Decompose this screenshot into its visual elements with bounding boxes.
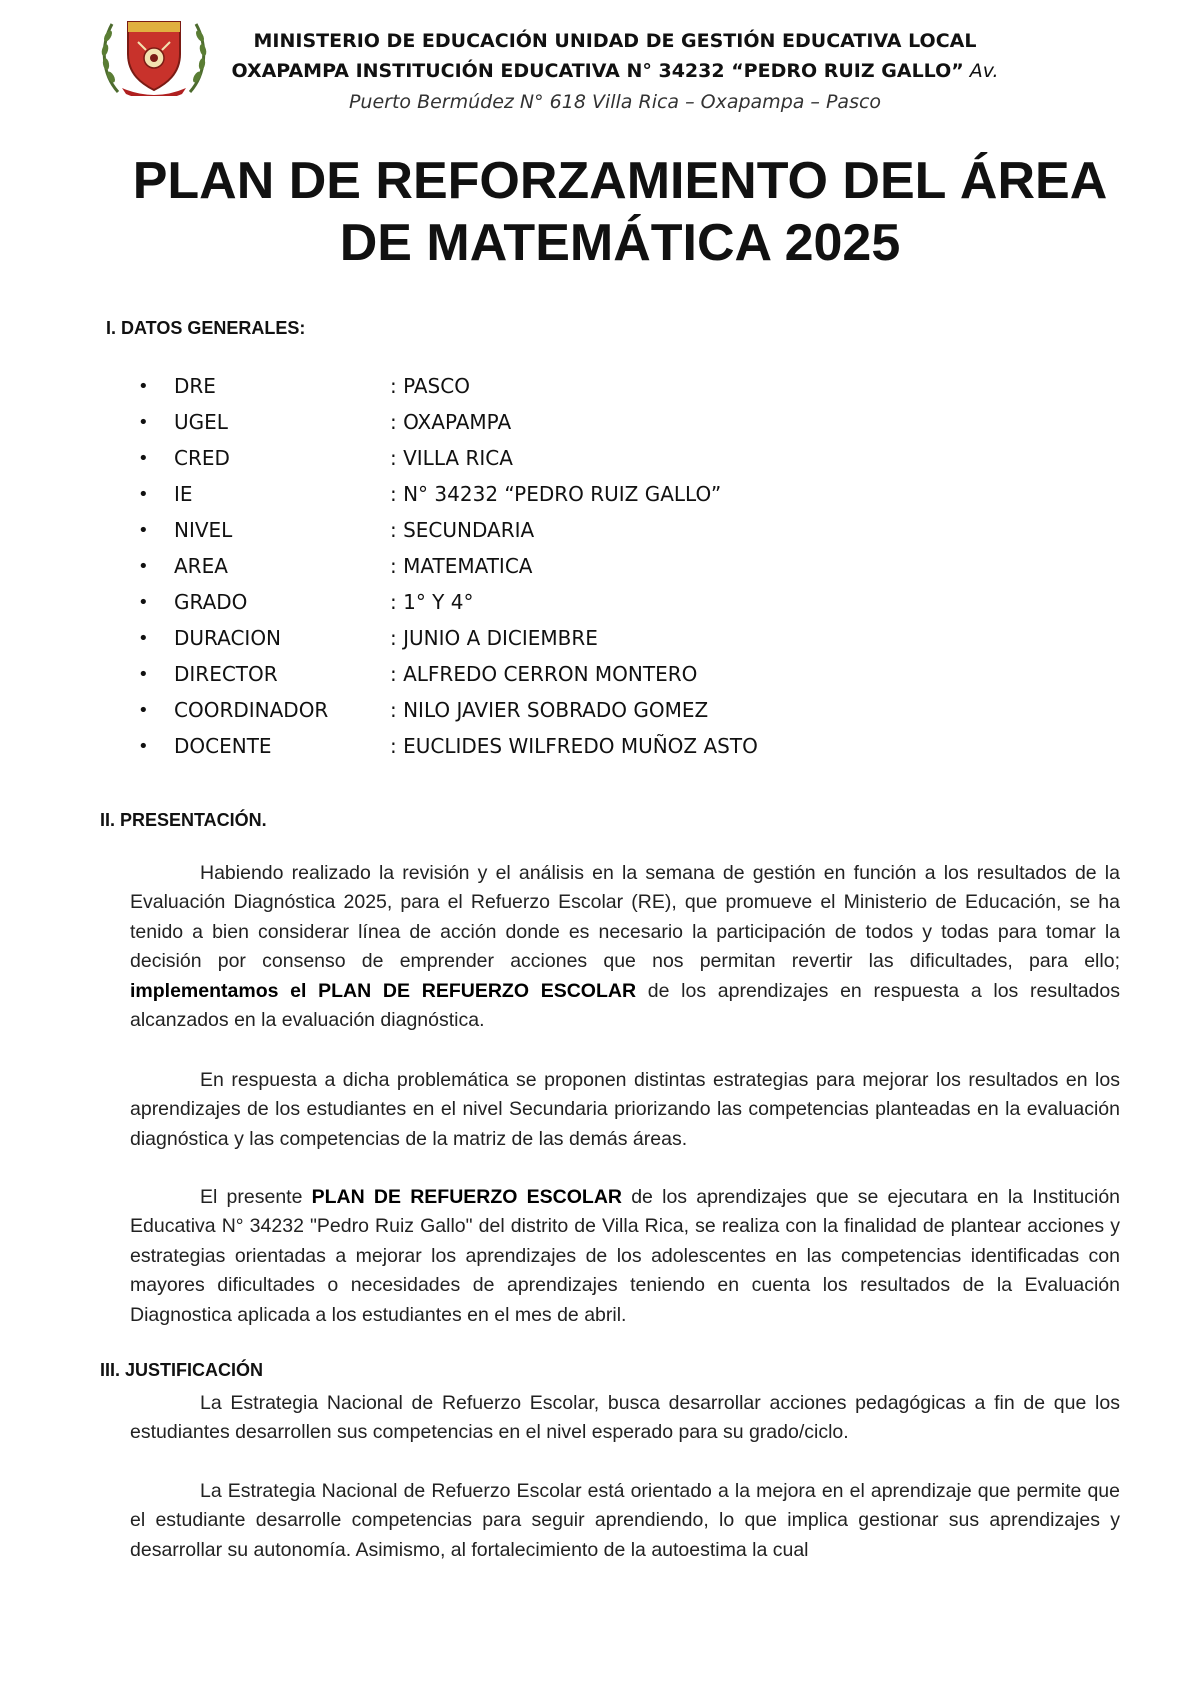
datos-item-grado [138, 584, 758, 620]
bullet-icon: • [138, 627, 149, 649]
datos-item-label: AREA [174, 554, 228, 578]
datos-item-label: DIRECTOR [174, 662, 278, 686]
datos-item-label: CRED [174, 446, 230, 470]
datos-item-label: DURACION [174, 626, 282, 650]
datos-item-label: GRADO [174, 590, 248, 614]
presentacion-p3-bold: PLAN DE REFUERZO ESCOLAR [311, 1186, 623, 1208]
bullet-icon: • [138, 483, 149, 505]
justificacion-paragraph-1 [130, 1389, 1120, 1448]
datos-item-area [138, 548, 758, 584]
datos-item-value: : JUNIO A DICIEMBRE [390, 626, 598, 650]
datos-item-label: IE [174, 482, 193, 506]
datos-item-value: : SECUNDARIA [390, 518, 535, 542]
datos-item-label: DRE [174, 374, 216, 398]
school-crest-with-laurel-icon [98, 14, 210, 96]
datos-item-label: UGEL [174, 410, 228, 434]
title-line-1: PLAN DE REFORZAMIENTO DEL ÁREA [132, 152, 1108, 210]
justificacion-p1-text: La Estrategia Nacional de Refuerzo Escolar, busca desarrollar acciones pedagógicas a fin de que los estudiantes desarrollen sus competencias en el nivel esperado para su grado/ciclo. [130, 1392, 1120, 1444]
datos-item-value: : PASCO [390, 374, 470, 398]
datos-item-value: : ALFREDO CERRON MONTERO [390, 662, 698, 686]
datos-item-value: : EUCLIDES WILFREDO MUÑOZ ASTO [390, 734, 758, 758]
presentacion-p1-bold: implementamos el PLAN DE REFUERZO ESCOLAR [130, 979, 637, 1002]
section-heading-justificacion: III. JUSTIFICACIÓN [100, 1360, 264, 1380]
bullet-icon: • [138, 447, 149, 469]
datos-item-label: DOCENTE [174, 734, 272, 758]
datos-item-dre [138, 368, 758, 404]
datos-item-label: COORDINADOR [174, 698, 329, 722]
justificacion-p2-text: La Estrategia Nacional de Refuerzo Escolar está orientado a la mejora en el aprendizaje que permite que el estudiante desarrolle competencias para seguir aprendiendo, lo que implica gestionar sus aprendizajes y desarrollar su autonomía. Asimismo, al fortalecimiento de la autoestima la cual [130, 1480, 1120, 1561]
presentacion-paragraph-3 [130, 1183, 1120, 1330]
presentacion-p1-text-a: Habiendo realizado la revisión y el análisis en la semana de gestión en función a los resultados de la Evaluación Diagnóstica 2025, para el Refuerzo Escolar (RE), que promueve el Ministerio de Educación, se ha tenido a bien considerar línea de acción donde es necesario la participación de todos y todas para tomar la decisión por consenso de emprender acciones que nos permitan revertir las dificultades, para ello; [130, 862, 1120, 973]
datos-item-value: : OXAPAMPA [390, 410, 512, 434]
datos-item-value: : N° 34232 “PEDRO RUIZ GALLO” [390, 482, 722, 506]
datos-item-docente [138, 728, 758, 764]
datos-item-label: NIVEL [174, 518, 233, 542]
bullet-icon: • [138, 555, 149, 577]
datos-item-ugel [138, 404, 758, 440]
bullet-icon: • [138, 375, 149, 397]
datos-item-value: : VILLA RICA [390, 446, 513, 470]
presentacion-p2-text: En respuesta a dicha problemática se proponen distintas estrategias para mejorar los resultados en los aprendizajes de los estudiantes en el nivel Secundaria priorizando las competencias planteadas en la evaluación diagnóstica y las competencias de la matriz de las demás áreas. [130, 1069, 1120, 1150]
datos-item-ie [138, 476, 758, 512]
header-address-prefix: Av. [963, 60, 999, 82]
datos-item-director [138, 656, 758, 692]
header-institution-name: OXAPAMPA INSTITUCIÓN EDUCATIVA N° 34232 “PEDRO RUIZ GALLO” [231, 60, 964, 82]
header-line-address: Puerto Bermúdez N° 618 Villa Rica – Oxapampa – Pasco [348, 91, 882, 113]
datos-item-duracion [138, 620, 758, 656]
justificacion-paragraph-2 [130, 1477, 1120, 1565]
datos-item-value: : MATEMATICA [390, 554, 533, 578]
presentacion-p1-text-b: de los aprendizajes en respuesta a los resultados alcanzados en la evaluación diagnóstica. [130, 979, 1120, 1032]
bullet-icon: • [138, 411, 149, 433]
bullet-icon: • [138, 735, 149, 757]
presentacion-p3-text-b: de los aprendizajes que se ejecutara en la Institución Educativa N° 34232 "Pedro Ruiz Gallo" del distrito de Villa Rica, se realiza con la finalidad de plantear acciones y estrategias orientadas a mejorar los aprendizajes de los adolescentes en las competencias identificadas con mayores dificultades o necesidades de aprendizajes teniendo en cuenta los resultados de la Evaluación Diagnostica aplicada a los estudiantes en el mes de abril. [130, 1186, 1121, 1326]
datos-generales-list [138, 368, 758, 764]
presentacion-paragraph-2 [130, 1066, 1120, 1154]
section-heading-datos-generales: I. DATOS GENERALES: [106, 318, 306, 338]
document-title [60, 150, 1180, 274]
bullet-icon: • [138, 519, 149, 541]
header-line-institution [0, 60, 1200, 82]
datos-item-cred [138, 440, 758, 476]
datos-item-coordinador [138, 692, 758, 728]
bullet-icon: • [138, 663, 149, 685]
datos-item-nivel [138, 512, 758, 548]
datos-item-value: : 1° Y 4° [390, 590, 474, 614]
datos-item-value: : NILO JAVIER SOBRADO GOMEZ [390, 698, 709, 722]
bullet-icon: • [138, 591, 149, 613]
presentacion-paragraph-1 [130, 859, 1120, 1035]
title-line-2: DE MATEMÁTICA 2025 [339, 214, 901, 272]
presentacion-p3-text-a: El presente [200, 1186, 312, 1208]
bullet-icon: • [138, 699, 149, 721]
header-line-ministry: MINISTERIO DE EDUCACIÓN UNIDAD DE GESTIÓN EDUCATIVA LOCAL [253, 30, 977, 52]
letterhead [0, 0, 1200, 130]
section-heading-presentacion: II. PRESENTACIÓN. [100, 810, 267, 830]
